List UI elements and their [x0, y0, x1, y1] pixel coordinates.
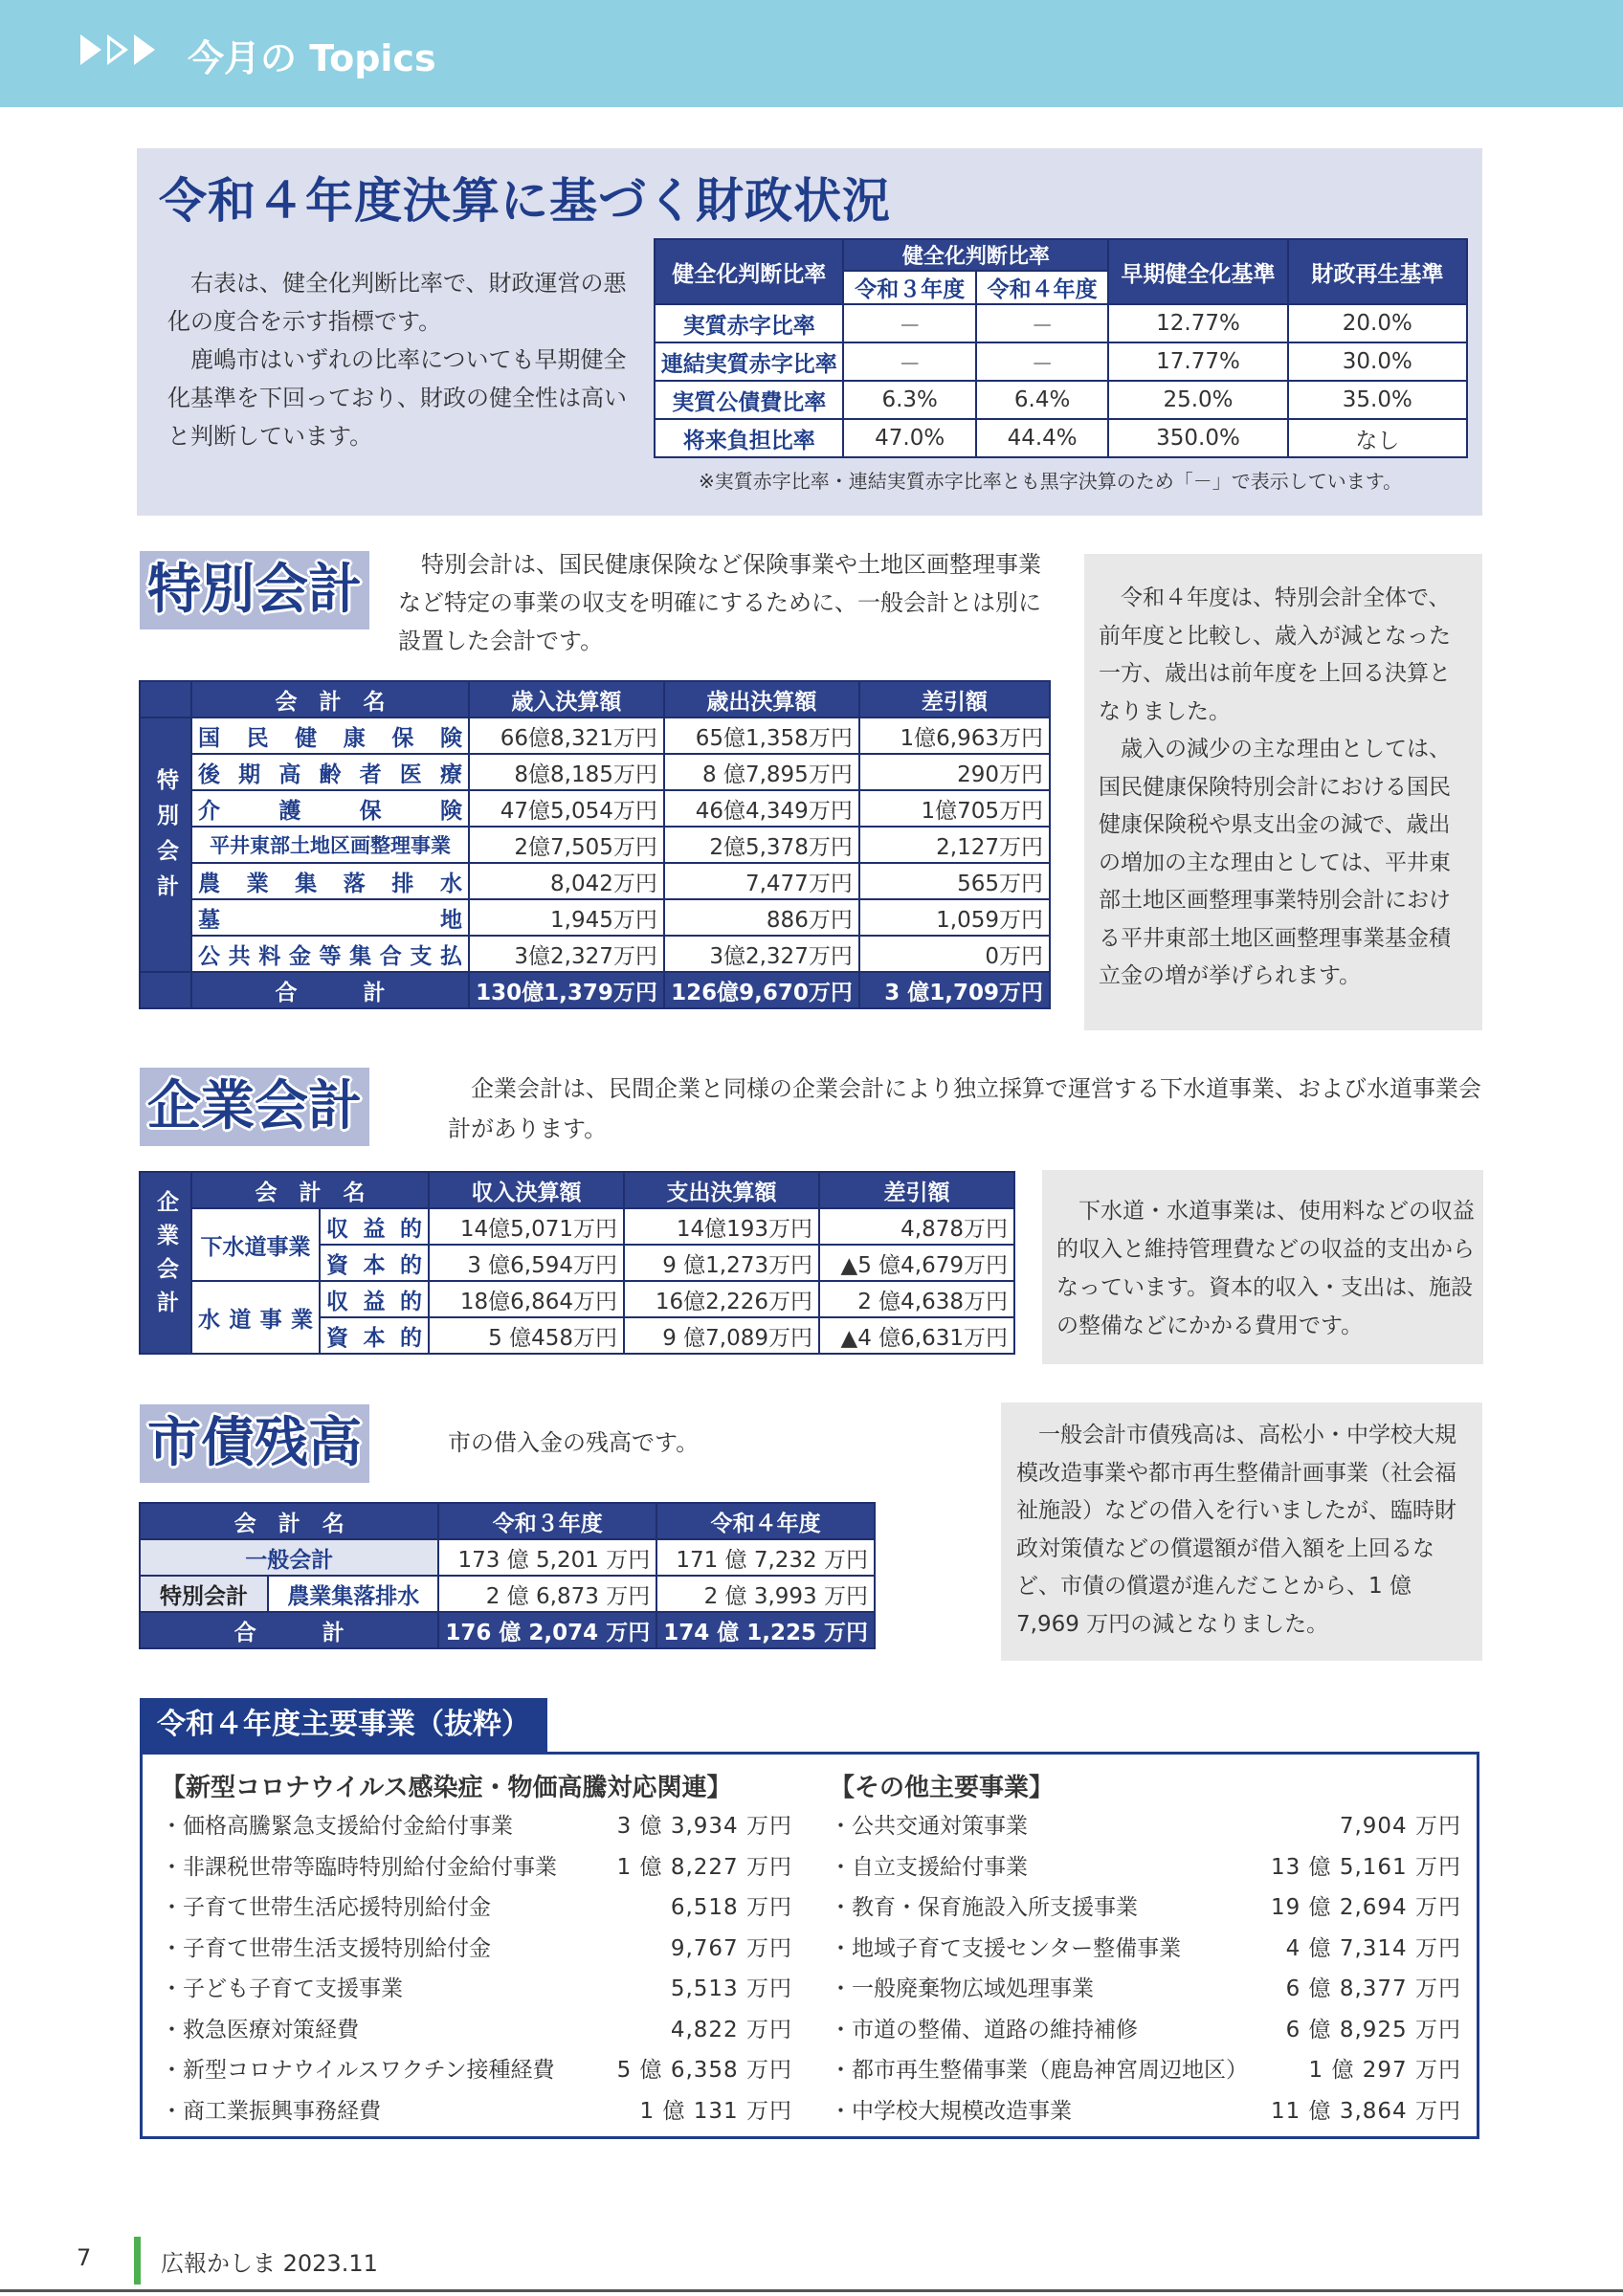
account-name: 介護保険	[191, 790, 469, 827]
arrow-icons	[80, 34, 155, 65]
cell: 1億6,963万円	[859, 718, 1050, 754]
account-name: 一般会計	[140, 1539, 438, 1576]
list-item	[161, 2010, 792, 2051]
item-value: 5 億 6,358 万円	[616, 2058, 792, 2083]
debt-side-text: 一般会計市債残高は、高松小・中学校大規模改造事業や都市再生整備計画事業（社会福祉施設）などの借入を行いましたが、臨時財政対策債などの償還額が借入額を上回るなど、市債の償還が進んだことから、1 億7,969 万円の減となりました。	[1016, 1423, 1456, 1637]
item-value: 4 億 7,314 万円	[1285, 1935, 1461, 1961]
item-value: 1 億 297 万円	[1308, 2058, 1461, 2083]
cell: 14億5,071万円	[429, 1208, 624, 1245]
total-label: 合 計	[140, 1612, 438, 1648]
footer-divider	[0, 2289, 1623, 2292]
item-value: 1 億 8,227 万円	[616, 1854, 792, 1880]
sub-label: 収益的	[320, 1281, 429, 1317]
side-label-text: 特別会計	[153, 767, 178, 910]
table-header: 令和３年度	[438, 1503, 656, 1539]
cell: －	[976, 342, 1108, 381]
cell: ▲5 億4,679万円	[819, 1245, 1014, 1281]
table-header: 健全化判断比率	[843, 239, 1108, 271]
cell: 46億4,349万円	[664, 790, 859, 827]
cell: －	[843, 342, 975, 381]
table-header: 財政再生基準	[1288, 239, 1467, 304]
table-header: 差引額	[819, 1172, 1014, 1208]
side-paragraph: 歳入の減少の主な理由としては、国民健康保険特別会計における国民健康保険税や県支出金の減で、歳出の増加の主な理由としては、平井東部土地区画整理事業特別会計における平井東部土地区画整理事業基金積立金の増が挙げられます。	[1099, 737, 1451, 988]
list-item	[161, 1888, 792, 1929]
item-name: ・新型コロナウイルスワクチン接種経費	[161, 2058, 555, 2083]
item-name: ・救急医療対策経費	[161, 2017, 359, 2042]
table-row	[140, 1539, 875, 1576]
table-row	[140, 936, 1050, 972]
table-header: 収入決算額	[429, 1172, 624, 1208]
table-row	[140, 754, 1050, 790]
list-heading: 【新型コロナウイルス感染症・物価高騰対応関連】	[161, 1774, 732, 1802]
list-item	[830, 1929, 1461, 1970]
special-accounts-badge: 特別会計	[140, 551, 369, 629]
table-header: 令和３年度	[843, 271, 975, 304]
cell: 8,042万円	[469, 863, 664, 899]
list-item	[830, 1888, 1461, 1929]
table-header: 令和４年度	[656, 1503, 875, 1539]
table-row	[655, 304, 1467, 342]
cell: 3 億1,709万円	[859, 972, 1050, 1008]
table-header: 会 計 名	[191, 681, 469, 718]
table-header: 会 計 名	[140, 1503, 438, 1539]
table-row	[655, 342, 1467, 381]
table-row	[140, 1208, 1014, 1245]
item-name: ・地域子育て支援センター整備事業	[830, 1935, 1182, 1961]
item-value: 6 億 8,925 万円	[1285, 2017, 1461, 2042]
corp-side-text: 下水道・水道事業は、使用料などの収益的収入と維持管理費などの収益的支出からなっています。資本的収入・支出は、施設の整備などにかかる費用です。	[1056, 1199, 1475, 1338]
side-label	[140, 1172, 191, 1354]
cell: 2 億 6,873 万円	[438, 1576, 656, 1612]
cell: 173 億 5,201 万円	[438, 1539, 656, 1576]
cell: 3億2,327万円	[664, 936, 859, 972]
list-item	[830, 2091, 1461, 2132]
item-value: 9,767 万円	[670, 1935, 792, 1961]
cell: 35.0%	[1288, 381, 1467, 419]
total-label: 合 計	[191, 972, 469, 1008]
cell: 126億9,670万円	[664, 972, 859, 1008]
side-label-text: 企業会計	[153, 1189, 178, 1324]
cell: 7,477万円	[664, 863, 859, 899]
cell: 17.77%	[1108, 342, 1287, 381]
list-item	[161, 1929, 792, 1970]
item-value: 6,518 万円	[670, 1895, 792, 1920]
table-header: 差引額	[859, 681, 1050, 718]
total-row	[140, 972, 1050, 1008]
main-projects-tab: 令和４年度主要事業（抜粋）	[140, 1698, 547, 1752]
corporate-accounts-badge: 企業会計	[140, 1068, 369, 1146]
item-value: 19 億 2,694 万円	[1270, 1895, 1461, 1920]
row-label: 実質公債費比率	[655, 381, 843, 419]
item-name: ・公共交通対策事業	[830, 1814, 1028, 1839]
footer-publication: 広報かしま 2023.11	[161, 2250, 378, 2277]
cell: 16億2,226万円	[624, 1281, 819, 1317]
row-label: 将来負担比率	[655, 419, 843, 457]
account-name: 墓地	[191, 899, 469, 936]
special-accounts-table	[139, 680, 1051, 1009]
list-item	[830, 1969, 1461, 2010]
table-header-blank	[140, 681, 191, 718]
header-title: 今月の Topics	[188, 37, 436, 79]
cell: 47.0%	[843, 419, 975, 457]
cell: 12.77%	[1108, 304, 1287, 342]
item-name: ・商工業振興事務経費	[161, 2098, 381, 2124]
item-name: ・教育・保育施設入所支援事業	[830, 1895, 1138, 1920]
debt-intro: 市の借入金の残高です。	[448, 1429, 700, 1456]
cell: 171 億 7,232 万円	[656, 1539, 875, 1576]
cell: 8億8,185万円	[469, 754, 664, 790]
table-header: 歳入決算額	[469, 681, 664, 718]
cell: 30.0%	[1288, 342, 1467, 381]
sub-label: 収益的	[320, 1208, 429, 1245]
item-value: 7,904 万円	[1339, 1814, 1461, 1839]
cell: 6.3%	[843, 381, 975, 419]
item-value: 4,822 万円	[670, 2017, 792, 2042]
page-header	[0, 0, 1623, 107]
cell: 20.0%	[1288, 304, 1467, 342]
item-value: 5,513 万円	[670, 1976, 792, 2001]
side-label	[140, 718, 191, 972]
sub-label: 資本的	[320, 1245, 429, 1281]
account-name: 水道事業	[191, 1281, 320, 1354]
blank-cell	[140, 972, 191, 1008]
other-projects-list	[830, 1768, 1461, 2131]
item-name: ・中学校大規模改造事業	[830, 2098, 1072, 2124]
cell: 350.0%	[1108, 419, 1287, 457]
cell: －	[976, 304, 1108, 342]
table-header: 会 計 名	[191, 1172, 429, 1208]
table-header: 早期健全化基準	[1108, 239, 1287, 304]
cell: 65億1,358万円	[664, 718, 859, 754]
cell: 6.4%	[976, 381, 1108, 419]
play-arrow-icon	[134, 34, 155, 65]
list-item	[830, 1847, 1461, 1888]
cell: 5 億458万円	[429, 1317, 624, 1354]
total-row	[140, 1612, 875, 1648]
item-name: ・子育て世帯生活応援特別給付金	[161, 1895, 491, 1920]
item-value: 13 億 5,161 万円	[1270, 1854, 1461, 1880]
ratio-table	[654, 238, 1468, 458]
item-value: 6 億 8,377 万円	[1285, 1976, 1461, 2001]
page-number: 7	[77, 2244, 92, 2271]
row-label: 実質赤字比率	[655, 304, 843, 342]
cell: 9 億7,089万円	[624, 1317, 819, 1354]
account-name: 特別会計	[140, 1576, 268, 1612]
cell: 290万円	[859, 754, 1050, 790]
cell: －	[843, 304, 975, 342]
cell: 9 億1,273万円	[624, 1245, 819, 1281]
sub-label: 農業集落排水	[268, 1576, 438, 1612]
list-item	[830, 2050, 1461, 2091]
sub-label: 資本的	[320, 1317, 429, 1354]
corporate-accounts-table	[139, 1171, 1015, 1355]
item-value: 1 億 131 万円	[639, 2098, 792, 2124]
account-name: 公共料金等集合支払	[191, 936, 469, 972]
table-header: 支出決算額	[624, 1172, 819, 1208]
table-header: 令和４年度	[976, 271, 1108, 304]
municipal-debt-badge: 市債残高	[140, 1404, 369, 1483]
table-header: 健全化判断比率	[655, 239, 843, 304]
cell: 1億705万円	[859, 790, 1050, 827]
table-row	[655, 419, 1467, 457]
cell: 18億6,864万円	[429, 1281, 624, 1317]
cell: ▲4 億6,631万円	[819, 1317, 1014, 1354]
cell: 886万円	[664, 899, 859, 936]
table-row	[140, 718, 1050, 754]
fiscal-paragraph: 右表は、健全化判断比率で、財政運営の悪化の度合を示す指標です。	[167, 270, 627, 335]
cell: 174 億 1,225 万円	[656, 1612, 875, 1648]
cell: 2億7,505万円	[469, 827, 664, 863]
cell: 14億193万円	[624, 1208, 819, 1245]
item-name: ・価格高騰緊急支援給付金給付事業	[161, 1814, 513, 1839]
table-row	[140, 863, 1050, 899]
fiscal-title: 令和４年度決算に基づく財政状況	[159, 173, 891, 229]
table-row	[140, 827, 1050, 863]
row-label: 連結実質赤字比率	[655, 342, 843, 381]
table-row	[140, 1576, 875, 1612]
cell: 66億8,321万円	[469, 718, 664, 754]
item-name: ・一般廃棄物広域処理事業	[830, 1976, 1094, 2001]
cell: 565万円	[859, 863, 1050, 899]
cell: 1,945万円	[469, 899, 664, 936]
ratio-note: ※実質赤字比率・連結実質赤字比率とも黒字決算のため「－」で表示しています。	[699, 470, 1403, 493]
special-intro: 特別会計は、国民健康保険など保険事業や土地区画整理事業など特定の事業の収支を明確にするために、一般会計とは別に設置した会計です。	[398, 551, 1041, 654]
cell: 3億2,327万円	[469, 936, 664, 972]
cell: 2,127万円	[859, 827, 1050, 863]
table-row	[655, 381, 1467, 419]
cell: 0万円	[859, 936, 1050, 972]
cell: 2億5,378万円	[664, 827, 859, 863]
item-name: ・非課税世帯等臨時特別給付金給付事業	[161, 1854, 557, 1880]
cell: 47億5,054万円	[469, 790, 664, 827]
fiscal-paragraph: 鹿嶋市はいずれの比率についても早期健全化基準を下回っており、財政の健全性は高いと判断しています。	[167, 346, 627, 450]
account-name: 下水道事業	[191, 1208, 320, 1281]
cell: 25.0%	[1108, 381, 1287, 419]
cell: 44.4%	[976, 419, 1108, 457]
cell: 4,878万円	[819, 1208, 1014, 1245]
side-paragraph: 令和４年度は、特別会計全体で、前年度と比較し、歳入が減となった一方、歳出は前年度を上回る決算となりました。	[1099, 585, 1451, 724]
list-heading: 【その他主要事業】	[830, 1774, 1055, 1802]
table-header: 歳出決算額	[664, 681, 859, 718]
list-item	[161, 1847, 792, 1888]
cell: 2 億 3,993 万円	[656, 1576, 875, 1612]
covid-projects-list	[161, 1768, 792, 2131]
play-arrow-outline-icon	[107, 34, 128, 65]
list-item	[161, 1806, 792, 1847]
cell: 130億1,379万円	[469, 972, 664, 1008]
special-side-text	[1099, 580, 1472, 996]
account-name: 農業集落排水	[191, 863, 469, 899]
list-item	[161, 1969, 792, 2010]
cell: 3 億6,594万円	[429, 1245, 624, 1281]
municipal-debt-table	[139, 1502, 876, 1649]
account-name: 後期高齢者医療	[191, 754, 469, 790]
item-name: ・都市再生整備事業（鹿島神宮周辺地区）	[830, 2058, 1248, 2083]
table-row	[140, 790, 1050, 827]
item-name: ・子ども子育て支援事業	[161, 1976, 403, 2001]
item-value: 3 億 3,934 万円	[616, 1814, 792, 1839]
item-name: ・子育て世帯生活支援特別給付金	[161, 1935, 491, 1961]
account-name: 国民健康保険	[191, 718, 469, 754]
cell: 1,059万円	[859, 899, 1050, 936]
list-item	[830, 1806, 1461, 1847]
fiscal-description	[167, 264, 627, 455]
item-name: ・自立支援給付事業	[830, 1854, 1028, 1880]
list-item	[830, 2010, 1461, 2051]
cell: なし	[1288, 419, 1467, 457]
list-item	[161, 2091, 792, 2132]
corp-intro: 企業会計は、民間企業と同様の企業会計により独立採算で運営する下水道事業、および水道事業会計があります。	[448, 1075, 1481, 1142]
cell: 8 億7,895万円	[664, 754, 859, 790]
item-value: 11 億 3,864 万円	[1270, 2098, 1461, 2124]
footer-accent-bar	[134, 2237, 141, 2285]
table-row	[140, 1281, 1014, 1317]
table-row	[140, 899, 1050, 936]
list-item	[161, 2050, 792, 2091]
play-arrow-icon	[80, 34, 101, 65]
cell: 176 億 2,074 万円	[438, 1612, 656, 1648]
cell: 2 億4,638万円	[819, 1281, 1014, 1317]
account-name: 平井東部土地区画整理事業	[191, 827, 469, 863]
item-name: ・市道の整備、道路の維持補修	[830, 2017, 1138, 2042]
